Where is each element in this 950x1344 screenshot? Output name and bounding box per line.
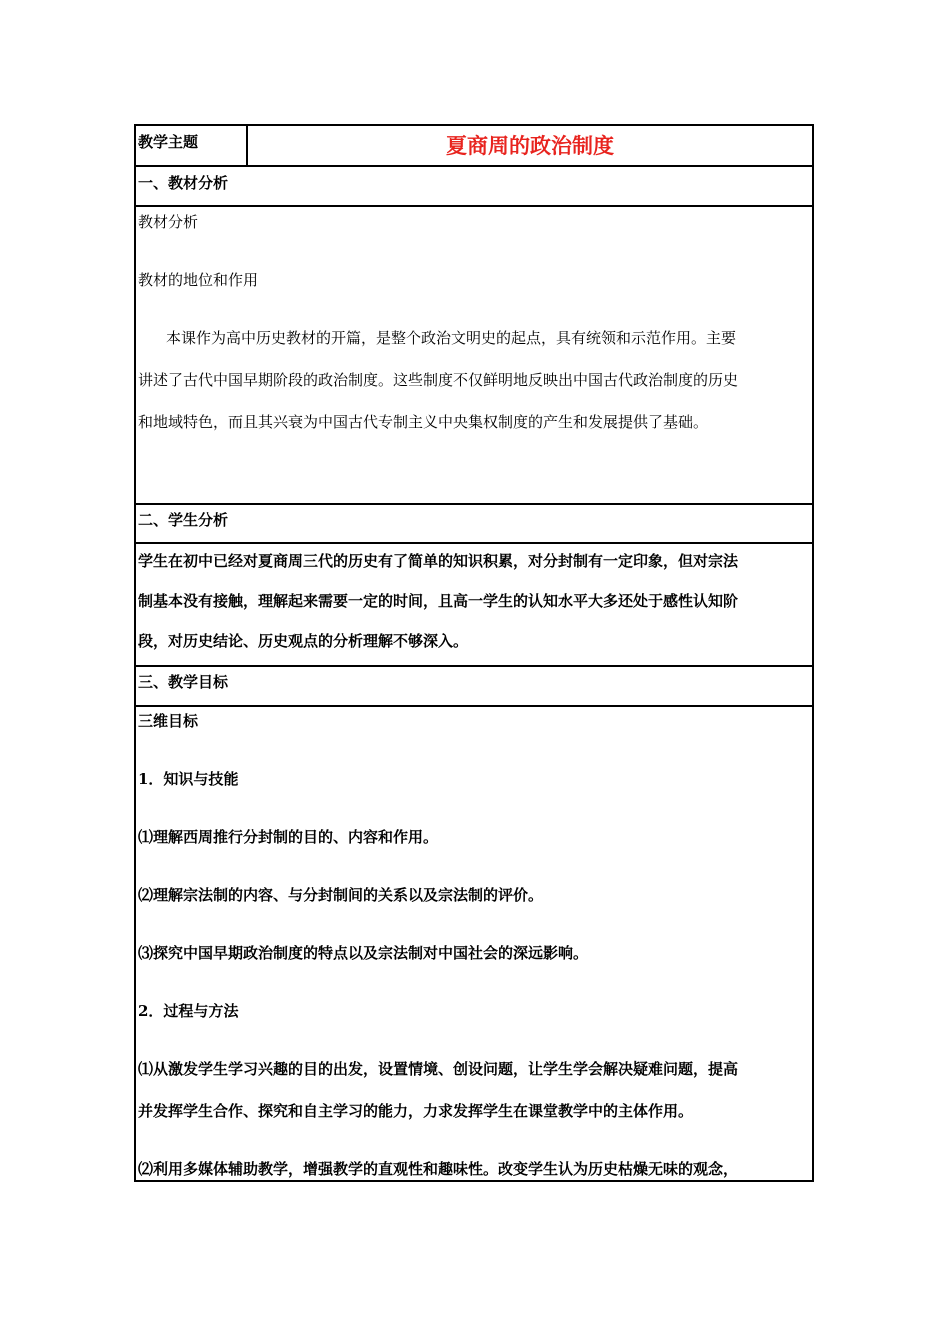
objective-item: ⑴理解西周推行分封制的目的、内容和作用。 [138,828,439,846]
row-divider [136,503,812,505]
row-divider [136,542,812,544]
process-method-heading: 2．过程与方法 [138,1002,239,1020]
lesson-title: 夏商周的政治制度 [446,133,614,158]
objective-item: ⑶探究中国早期政治制度的特点以及宗法制对中国社会的深远影响。 [138,944,589,962]
row-divider [136,165,812,167]
section1-subheading-2: 教材的地位和作用 [138,271,259,289]
section3-subheading: 三维目标 [138,712,199,730]
objective-item: ⑵理解宗法制的内容、与分封制间的关系以及宗法制的评价。 [138,886,544,904]
section1-paragraph-line: 本课作为高中历史教材的开篇，是整个政治文明史的起点，具有统领和示范作用。主要 [166,329,737,347]
objective-item: ⑵利用多媒体辅助教学，增强教学的直观性和趣味性。改变学生认为历史枯燥无味的观念， [138,1160,739,1178]
row-divider [136,205,812,207]
section2-paragraph-line: 制基本没有接触，理解起来需要一定的时间，且高一学生的认知水平大多还处于感性认知阶 [138,592,739,610]
knowledge-skills-heading: 1．知识与技能 [138,770,239,788]
objective-item-continued: 并发挥学生合作、探究和自主学习的能力，力求发挥学生在课堂教学中的主体作用。 [138,1102,694,1120]
section1-subheading: 教材分析 [138,213,199,231]
row-divider [136,705,812,707]
section1-paragraph-line: 讲述了古代中国早期阶段的政治制度。这些制度不仅鲜明地反映出中国古代政治制度的历史 [138,371,739,389]
section1-heading: 一、教材分析 [138,174,229,192]
section3-heading: 三、教学目标 [138,673,229,691]
section2-paragraph-line: 段，对历史结论、历史观点的分析理解不够深入。 [138,632,469,650]
objective-item: ⑴从激发学生学习兴趣的目的出发，设置情境、创设问题，让学生学会解决疑难问题，提高 [138,1060,739,1078]
row-divider [136,665,812,667]
section2-paragraph-line: 学生在初中已经对夏商周三代的历史有了简单的知识积累，对分封制有一定印象，但对宗法 [138,552,739,570]
section1-paragraph-line: 和地域特色，而且其兴衰为中国古代专制主义中央集权制度的产生和发展提供了基础。 [138,413,709,431]
lesson-plan-table [134,124,814,1182]
topic-label: 教学主题 [138,133,199,151]
section2-heading: 二、学生分析 [138,511,229,529]
